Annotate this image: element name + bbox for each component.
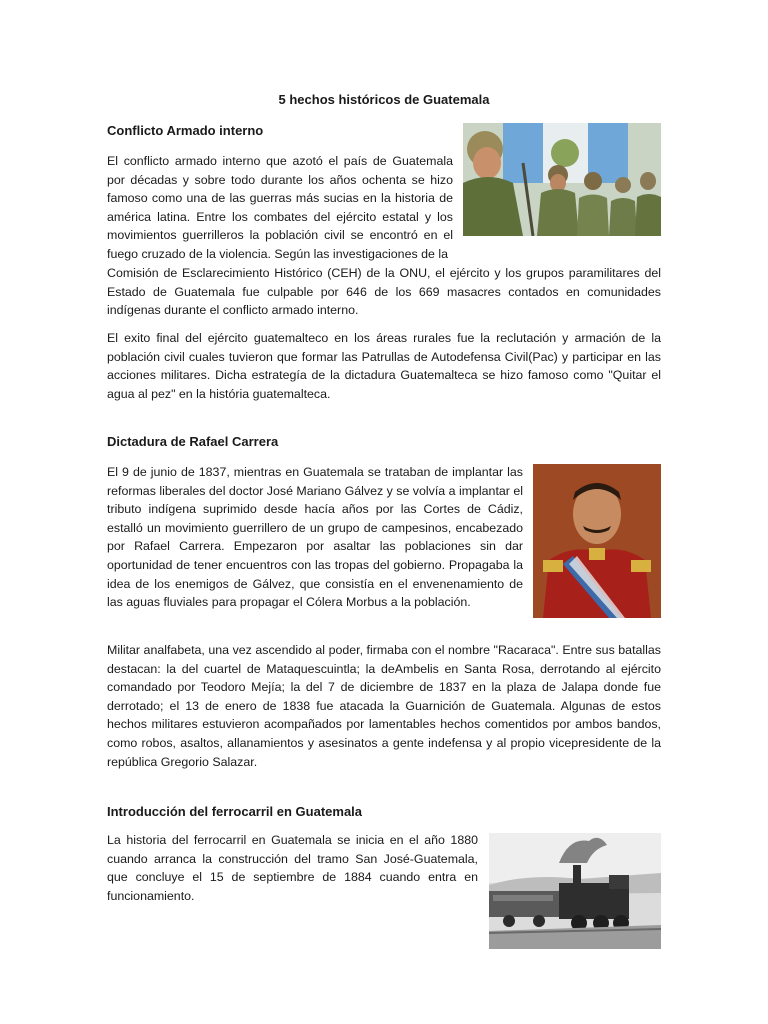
paragraph: El 9 de junio de 1837, mientras en Guatemala se trataban de implantar las reformas liberales del doctor José Mariano Gálvez y se volvía a implantar el tributo indígena suprimido desde hacía años por las Cortes de Cádiz, estalló un movimiento guerrillero de un grupo de campesinos, encabezado por Rafael Carrera. Empezaron por asaltar las poblaciones sin dar oportunidad de tener encuentros con las tropas del gobierno. Propagaba la idea de los enemigos de Gálvez, que consistía en el envenenamiento de las aguas fluviales para propagar el Cólera Morbus a la población. — [107, 465, 523, 610]
section-heading-conflicto: Conflicto Armado interno — [107, 123, 264, 138]
section-heading-carrera: Dictadura de Rafael Carrera — [107, 434, 279, 449]
paragraph: El exito final del ejército guatemalteco en los áreas rurales fue la reclutación y armación de la población civil cuales tuvieron que formar las Patrullas de Autodefensa Civil(Pac) y participar en las acciones militares. Dicha estrategía de la dictadura Guatemalteca se hizo famoso como "Quitar el agua al pez" en la história guatemalteca. — [107, 331, 661, 401]
soldiers-photo — [463, 123, 661, 236]
paragraph: Militar analfabeta, una vez ascendido al poder, firmaba con el nombre "Racaraca". Entre sus batallas destacan: la del cuartel de Mataquescuintla; la deAmbelis en Santa Rosa, derrotando al ejército comandado por Teodoro Mejía; la del 7 de diciembre de 1837 en la plaza de Jalapa donde fue derrotado; el 13 de enero de 1838 fue atacada la Guarnición de Guatemala. Algunas de estos hechos militares estuvieron acompañados por lamentables hechos comentidos por ambos bandos, como robos, asaltos, allanamientos y asesinatos a gente indefensa y al propio vicepresidente de la república Gregorio Salazar. — [107, 643, 661, 769]
page-title: 5 hechos históricos de Guatemala — [278, 92, 490, 107]
section-heading-ferrocarril: Introducción del ferrocarril en Guatemala — [107, 804, 363, 819]
train-photo — [489, 833, 661, 949]
paragraph: El conflicto armado interno que azotó el país de Guatemala por décadas y sobre todo durante los años ochenta se hizo famoso como una de las guerras más sucias en la historia de américa latina. Entre los combates del ejército estatal y los movimientos guerrilleros la población civil se encontró en el fuego cruzado de la violencia. Según las investigaciones de la — [107, 154, 453, 261]
paragraph: Comisión de Esclarecimiento Histórico (CEH) de la ONU, el ejército y los grupos paramilitares del Estado de Guatemala fue culpable por 646 de los 669 masacres contados en comunidades indígenas durante el conflicto armado interno. — [107, 266, 661, 318]
paragraph: La historia del ferrocarril en Guatemala se inicia en el año 1880 cuando arranca la construcción del tramo San José-Guatemala, que concluye el 15 de septiembre de 1884 cuando entra en funcionamiento. — [107, 833, 478, 903]
rafael-carrera-portrait — [533, 464, 661, 618]
